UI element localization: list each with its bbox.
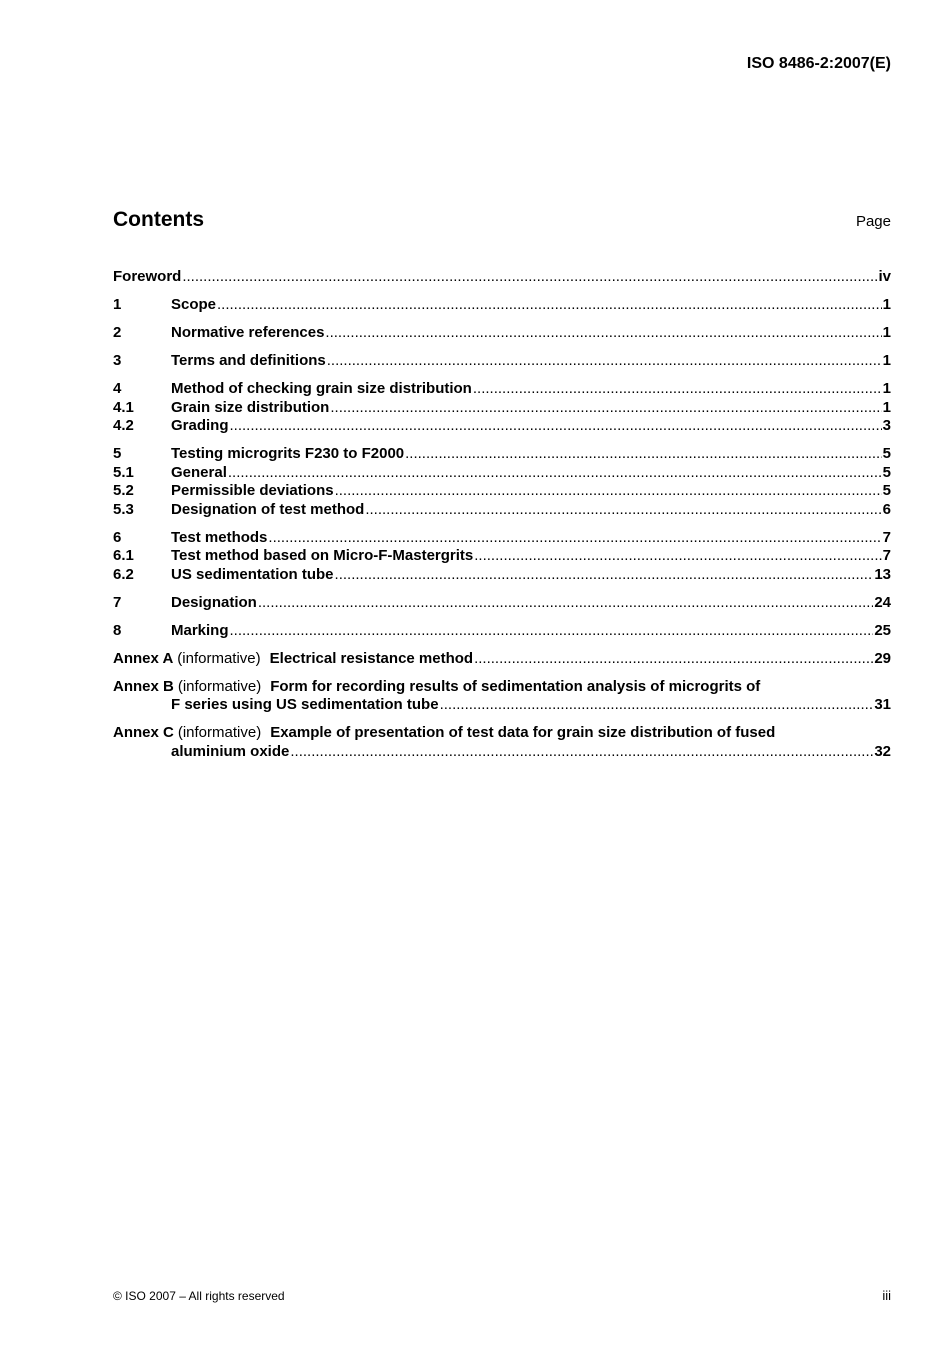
- toc-entry[interactable]: [113, 594, 891, 613]
- document-id-header: ISO 8486-2:2007(E): [746, 55, 891, 72]
- dot-leader: [268, 529, 881, 548]
- toc-entry[interactable]: [113, 324, 891, 343]
- toc-entry[interactable]: [113, 445, 891, 464]
- dot-leader: [474, 650, 873, 669]
- toc-entry-page: 7: [882, 528, 891, 546]
- dot-leader: [217, 296, 882, 315]
- toc-entry[interactable]: [113, 464, 891, 483]
- dot-leader: [473, 380, 882, 399]
- toc-entry-page: 29: [874, 649, 891, 667]
- toc-annex-c[interactable]: [113, 724, 891, 761]
- annex-title-line-2: aluminium oxide: [171, 742, 290, 760]
- annex-label: Annex A: [113, 649, 174, 667]
- toc-entry-page: 24: [874, 593, 891, 611]
- toc-annex-a[interactable]: [113, 650, 891, 669]
- toc-entry-page: 3: [882, 417, 891, 434]
- toc-entry-number: 1: [113, 296, 122, 313]
- toc-entry-title: Method of checking grain size distribution: [171, 380, 472, 397]
- toc-entry-page: iv: [878, 268, 891, 285]
- dot-leader: [474, 547, 881, 566]
- toc-entry-page: 32: [874, 742, 891, 760]
- toc-entry-title: Grain size distribution: [171, 398, 330, 416]
- toc-entry-foreword[interactable]: [113, 268, 891, 287]
- contents-heading-row: [113, 208, 891, 232]
- toc-entry-page: 5: [882, 463, 891, 481]
- toc-entry[interactable]: [113, 296, 891, 315]
- toc-entry-page: 5: [882, 445, 891, 462]
- contents-title: Contents: [113, 208, 204, 231]
- annex-title-line-1: Example of presentation of test data for grain size distribution of fused: [270, 724, 776, 741]
- toc-entry[interactable]: [113, 566, 891, 585]
- dot-leader: [440, 696, 874, 715]
- dot-leader: [182, 268, 877, 287]
- toc-entry-number: 6.2: [113, 565, 134, 583]
- dot-leader: [258, 594, 873, 613]
- toc-entry-number: 8: [113, 621, 122, 639]
- toc-entry-page: 5: [882, 482, 891, 499]
- toc-entry-number: 4.1: [113, 398, 134, 416]
- toc-entry-title: Designation of test method: [171, 500, 365, 518]
- toc-entry-title: Test method based on Micro-F-Mastergrits: [171, 547, 474, 564]
- toc-entry-title: Scope: [171, 296, 217, 313]
- toc-entry-title: Foreword: [113, 268, 182, 285]
- toc-entry-number: 6: [113, 528, 122, 546]
- annex-title: Electrical resistance method: [269, 649, 474, 667]
- toc-entry-page: 13: [874, 565, 891, 583]
- toc-entry[interactable]: [113, 501, 891, 520]
- annex-informative: (informative): [177, 724, 262, 741]
- dot-leader: [230, 622, 874, 641]
- toc-entry-number: 7: [113, 593, 122, 611]
- toc-entry-page: 31: [874, 696, 891, 713]
- toc-entry-page: 1: [882, 352, 891, 369]
- toc-entry-number: 4: [113, 380, 122, 397]
- page-column-label: Page: [855, 213, 891, 230]
- table-of-contents: [113, 268, 891, 761]
- toc-entry-page: 1: [882, 296, 891, 313]
- toc-entry-page: 1: [882, 324, 891, 341]
- dot-leader: [330, 399, 881, 418]
- page-number: iii: [882, 1288, 891, 1303]
- toc-entry-page: 1: [882, 380, 891, 397]
- dot-leader: [365, 501, 881, 520]
- dot-leader: [335, 482, 882, 501]
- annex-title-line-1: Form for recording results of sedimentation analysis of microgrits of: [270, 677, 761, 695]
- dot-leader: [230, 417, 882, 436]
- toc-entry-title: Grading: [171, 417, 229, 434]
- annex-label: Annex C: [113, 724, 174, 741]
- dot-leader: [325, 324, 881, 343]
- toc-entry-number: 5: [113, 445, 122, 462]
- toc-entry[interactable]: [113, 547, 891, 566]
- toc-entry-page: 1: [882, 398, 891, 416]
- toc-entry-number: 3: [113, 352, 122, 369]
- toc-entry-title: US sedimentation tube: [171, 565, 334, 583]
- toc-entry-title: Permissible deviations: [171, 482, 334, 499]
- toc-entry[interactable]: [113, 399, 891, 418]
- dot-leader: [335, 566, 874, 585]
- toc-entry[interactable]: [113, 622, 891, 641]
- toc-entry-title: Testing microgrits F230 to F2000: [171, 445, 405, 462]
- toc-entry-number: 6.1: [113, 547, 134, 564]
- toc-entry[interactable]: [113, 352, 891, 371]
- toc-entry[interactable]: [113, 529, 891, 548]
- annex-informative: (informative): [177, 649, 261, 667]
- toc-entry-title: Terms and definitions: [171, 352, 326, 369]
- dot-leader: [290, 743, 873, 762]
- toc-entry-number: 4.2: [113, 417, 134, 434]
- copyright-footer: © ISO 2007 – All rights reserved: [113, 1289, 285, 1303]
- toc-entry-title: Test methods: [171, 528, 268, 546]
- dot-leader: [327, 352, 882, 371]
- toc-entry-page: 25: [874, 621, 891, 639]
- toc-entry-number: 5.3: [113, 500, 134, 518]
- toc-entry[interactable]: [113, 482, 891, 501]
- toc-entry-number: 5.1: [113, 463, 134, 481]
- toc-entry-title: Normative references: [171, 324, 325, 341]
- toc-entry-number: 5.2: [113, 482, 134, 499]
- toc-entry-number: 2: [113, 324, 122, 341]
- annex-title-line-2: F series using US sedimentation tube: [171, 696, 439, 713]
- toc-entry[interactable]: [113, 380, 891, 399]
- dot-leader: [228, 464, 882, 483]
- annex-label: Annex B: [113, 677, 174, 695]
- toc-annex-b[interactable]: [113, 678, 891, 715]
- toc-entry-title: General: [171, 463, 227, 481]
- toc-entry-page: 6: [882, 500, 891, 518]
- toc-entry-title: Designation: [171, 593, 257, 611]
- toc-entry-title: Marking: [171, 621, 229, 639]
- toc-entry-page: 7: [882, 547, 891, 564]
- annex-informative: (informative): [177, 677, 262, 695]
- dot-leader: [405, 445, 882, 464]
- toc-entry[interactable]: [113, 417, 891, 436]
